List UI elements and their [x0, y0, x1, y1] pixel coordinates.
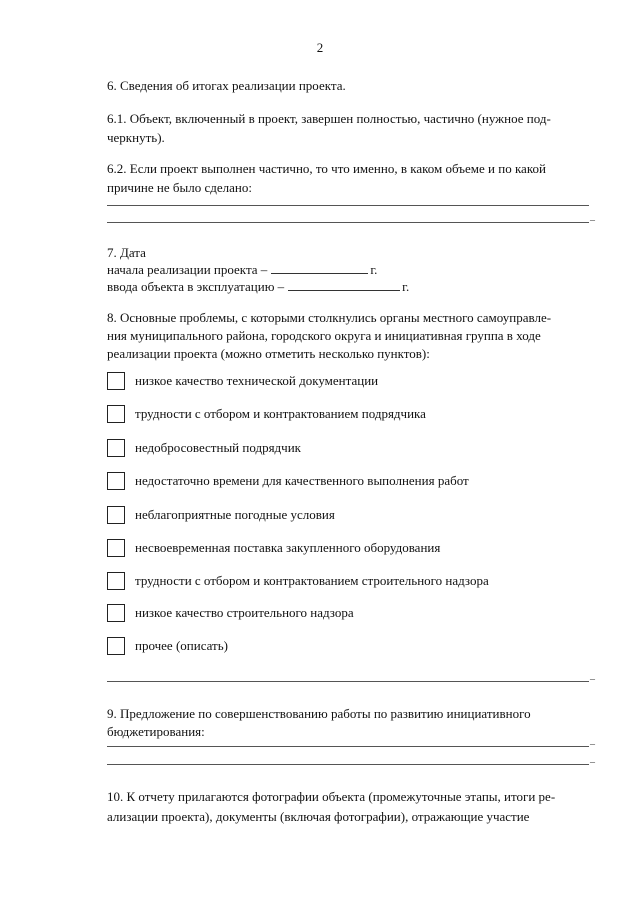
start-date-label: начала реализации проекта –	[107, 262, 268, 277]
section-7-title: 7. Дата	[107, 245, 146, 260]
answer-line[interactable]	[107, 205, 589, 206]
problem-label: недостаточно времени для качественного выполнения работ	[135, 473, 469, 488]
checkbox[interactable]	[107, 372, 125, 390]
answer-line[interactable]: –	[107, 746, 589, 747]
checkbox[interactable]	[107, 539, 125, 557]
problem-label: неблагоприятные погодные условия	[135, 507, 335, 522]
answer-line[interactable]: –	[107, 681, 589, 682]
section-6-1-line2: черкнуть).	[107, 130, 165, 145]
section-8-line3: реализации проекта (можно отметить несколько пунктов):	[107, 346, 430, 361]
checkbox[interactable]	[107, 572, 125, 590]
section-9-line1: 9. Предложение по совершенствованию работы по развитию инициативного	[107, 706, 531, 721]
section-6-title: 6. Сведения об итогах реализации проекта.	[107, 78, 346, 93]
problem-label: несвоевременная поставка закупленного оборудования	[135, 540, 441, 555]
start-date-field[interactable]	[271, 261, 368, 274]
section-6-2-line1: 6.2. Если проект выполнен частично, то что именно, в каком объеме и по какой	[107, 161, 546, 176]
problem-option[interactable]	[107, 405, 587, 425]
exploit-date-field[interactable]	[288, 278, 400, 291]
problem-option[interactable]	[107, 572, 587, 592]
problem-label: трудности с отбором и контрактованием подрядчика	[135, 406, 426, 421]
checkbox[interactable]	[107, 604, 125, 622]
problem-option[interactable]	[107, 604, 587, 624]
checkbox[interactable]	[107, 506, 125, 524]
checkbox[interactable]	[107, 405, 125, 423]
answer-line[interactable]: –	[107, 764, 589, 765]
problem-option[interactable]	[107, 372, 587, 392]
section-10-line2: ализации проекта), документы (включая фотографии), отражающие участие	[107, 809, 530, 824]
page-number: 2	[316, 40, 324, 55]
start-date-suffix: г.	[370, 262, 378, 277]
problem-option[interactable]	[107, 637, 587, 657]
problem-label: прочее (описать)	[135, 638, 228, 653]
section-10-line1: 10. К отчету прилагаются фотографии объекта (промежуточные этапы, итоги ре-	[107, 789, 556, 804]
problem-label: недобросовестный подрядчик	[135, 440, 301, 455]
answer-line[interactable]: –	[107, 222, 589, 223]
checkbox[interactable]	[107, 439, 125, 457]
exploit-date-label: ввода объекта в эксплуатацию –	[107, 279, 285, 294]
exploit-date-line	[107, 277, 409, 296]
section-6-2-line2: причине не было сделано:	[107, 180, 252, 195]
problem-label: низкое качество строительного надзора	[135, 605, 354, 620]
section-9-line2: бюджетирования:	[107, 724, 205, 739]
problem-option[interactable]	[107, 539, 587, 559]
problem-option[interactable]	[107, 506, 587, 526]
problem-option[interactable]	[107, 439, 587, 459]
problem-option[interactable]	[107, 472, 587, 492]
checkbox[interactable]	[107, 637, 125, 655]
problem-label: трудности с отбором и контрактованием строительного надзора	[135, 573, 489, 588]
section-6-1-line1: 6.1. Объект, включенный в проект, завершен полностью, частично (нужное под-	[107, 111, 551, 126]
section-8-line1: 8. Основные проблемы, с которыми столкнулись органы местного самоуправле-	[107, 310, 552, 325]
exploit-date-suffix: г.	[402, 279, 410, 294]
checkbox[interactable]	[107, 472, 125, 490]
section-8-line2: ния муниципального района, городского округа и инициативная группа в ходе	[107, 328, 541, 343]
problem-label: низкое качество технической документации	[135, 373, 379, 388]
